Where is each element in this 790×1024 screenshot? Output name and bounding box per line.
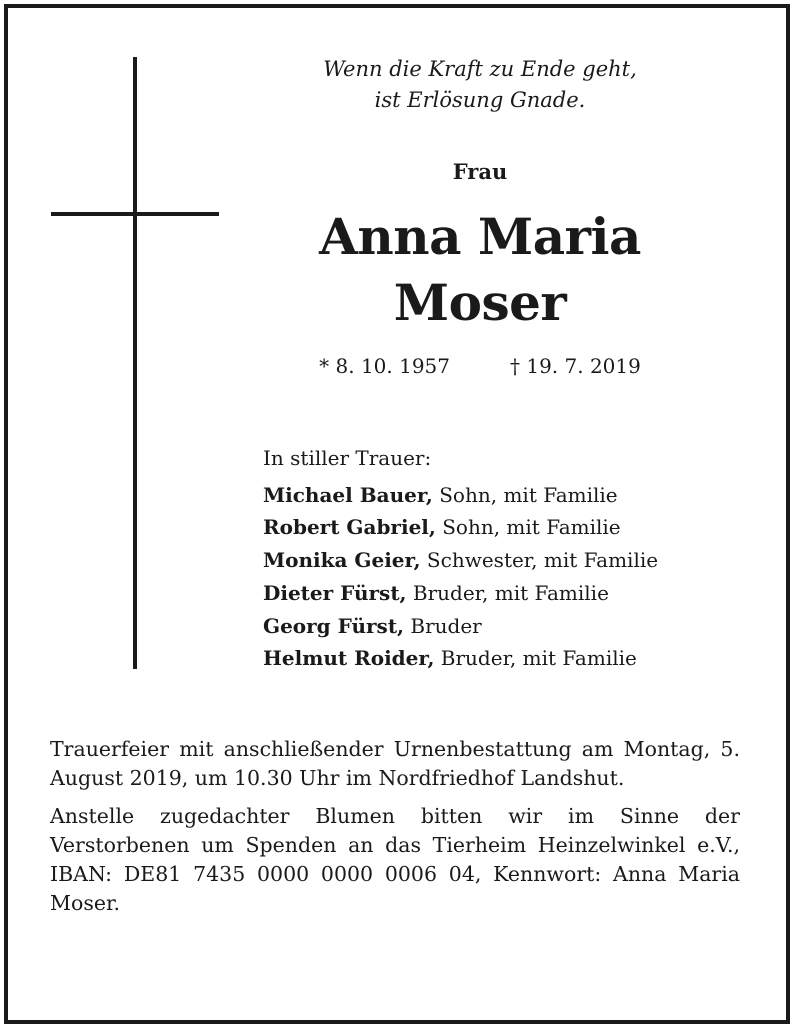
mourner-name: Helmut Roider, <box>263 646 435 671</box>
mourner-relation: Bruder, mit Familie <box>406 580 609 605</box>
deceased-last-name: Moser <box>393 273 567 332</box>
mourners-section <box>263 442 763 675</box>
mourner-relation: Bruder <box>404 613 482 638</box>
mourner-relation: Sohn, mit Familie <box>432 482 618 507</box>
funeral-service-paragraph: Trauerfeier mit anschließender Urnenbestattung am Montag, 5. August 2019, um 10.30 Uhr im Nordfriedhof Landshut. <box>50 737 740 790</box>
mourner-name: Monika Geier, <box>263 548 421 573</box>
death-date: † 19. 7. 2019 <box>510 354 641 378</box>
mourner-entry <box>263 642 763 675</box>
deceased-name <box>240 204 720 336</box>
mourner-entry <box>263 511 763 544</box>
mourner-entry <box>263 544 763 577</box>
cross-horizontal-bar <box>51 212 219 216</box>
mourners-intro: In stiller Trauer: <box>263 446 432 470</box>
mourner-relation: Bruder, mit Familie <box>434 646 637 671</box>
birth-date: * 8. 10. 1957 <box>319 354 450 378</box>
mourner-entry <box>263 479 763 512</box>
deceased-first-names: Anna Maria <box>319 207 641 266</box>
mourner-name: Michael Bauer, <box>263 482 433 507</box>
mourner-name: Robert Gabriel, <box>263 515 436 540</box>
life-dates <box>260 352 700 380</box>
salutation: Frau <box>452 159 508 184</box>
verse-line-1: Wenn die Kraft zu Ende geht, <box>323 57 637 81</box>
verse <box>260 54 700 116</box>
mourner-entry <box>263 577 763 610</box>
mourner-name: Georg Fürst, <box>263 613 405 638</box>
mourner-name: Dieter Fürst, <box>263 580 407 605</box>
funeral-details <box>50 735 740 927</box>
mourner-relation: Schwester, mit Familie <box>420 548 659 573</box>
donation-paragraph: Anstelle zugedachter Blumen bitten wir im Sinne der Verstorbenen um Spenden an das Tierheim Heinzelwinkel e.V., IBAN: DE81 7435 0000 0000 0006 04, Kennwort: Anna Maria Moser. <box>50 804 740 915</box>
verse-line-2: ist Erlösung Gnade. <box>374 88 586 112</box>
cross-vertical-bar <box>133 57 137 669</box>
mourner-entry <box>263 610 763 643</box>
mourner-relation: Sohn, mit Familie <box>435 515 621 540</box>
